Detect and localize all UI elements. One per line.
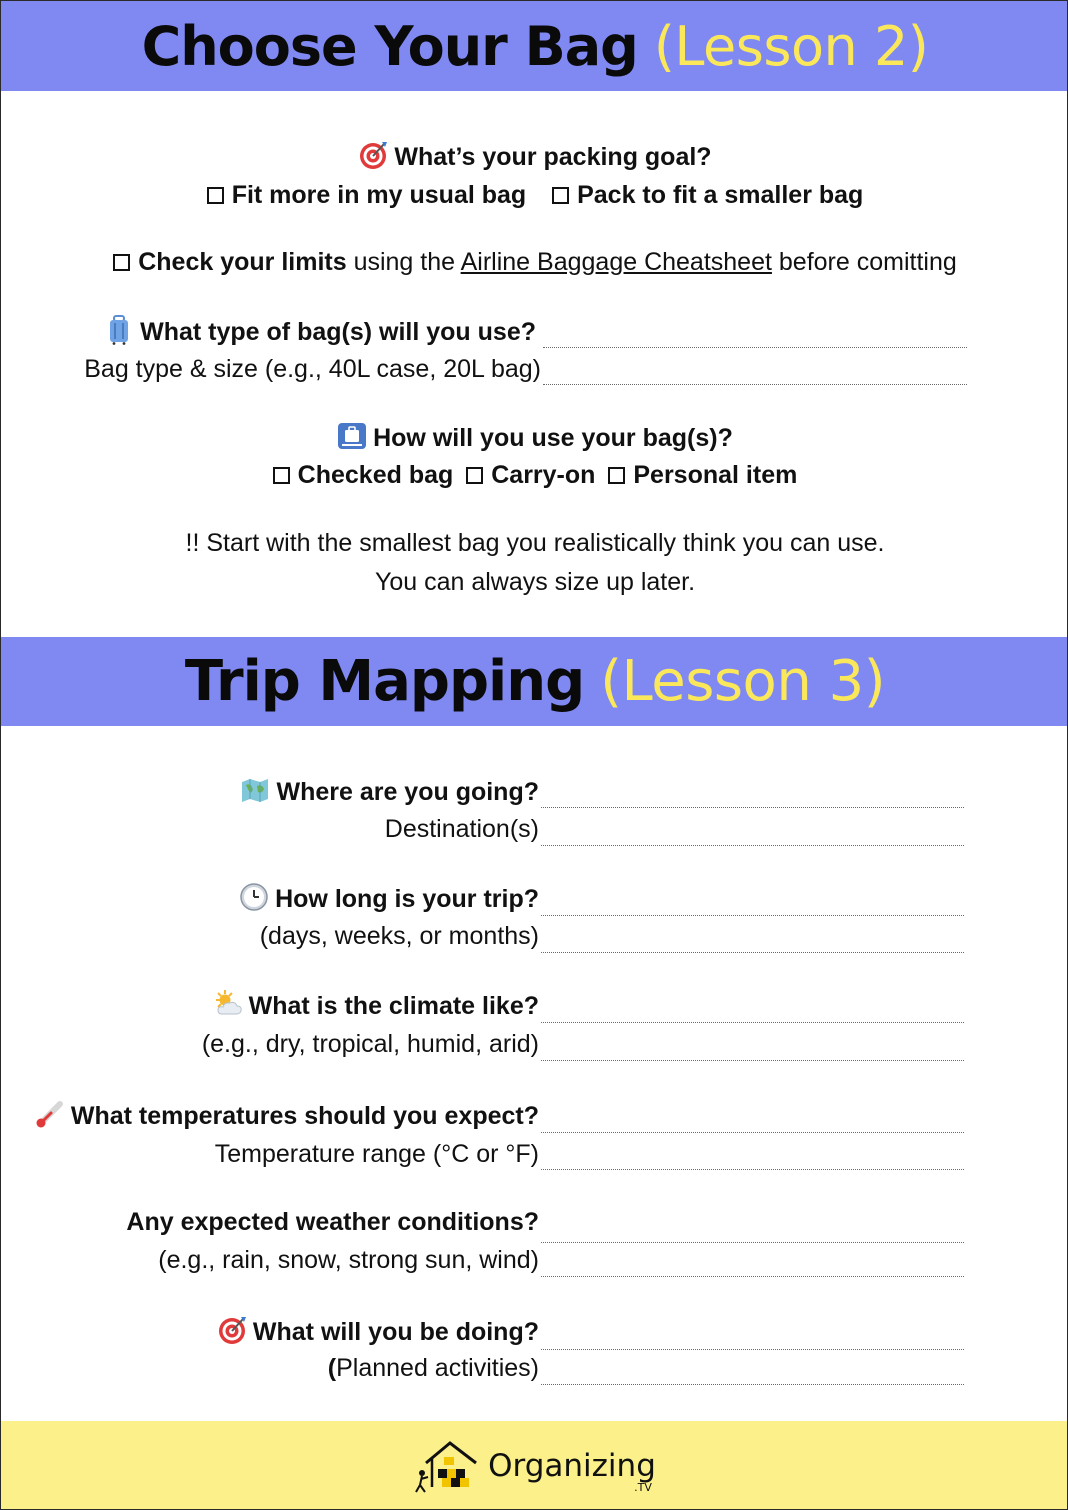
checkbox-checked-bag[interactable]	[273, 467, 290, 484]
house-logo-icon	[414, 1437, 484, 1495]
trip-length-answer-line-2[interactable]	[541, 952, 964, 953]
clock-icon	[239, 882, 269, 912]
logo-suffix: .TV	[634, 1481, 652, 1494]
option-personal-item: Personal item	[633, 461, 798, 489]
activities-answer-line[interactable]	[541, 1349, 964, 1350]
weather-answer-line[interactable]	[541, 1242, 964, 1243]
lesson3-banner	[1, 637, 1068, 726]
destination-answer-line[interactable]	[541, 807, 964, 808]
weather-question-row	[1, 1207, 1068, 1237]
luggage-icon	[104, 315, 134, 345]
checkbox-check-limits[interactable]	[113, 254, 130, 271]
trip-length-answer-line[interactable]	[541, 915, 964, 916]
climate-hint: (e.g., dry, tropical, humid, arid)	[201, 1030, 539, 1058]
temperature-question-row	[1, 1099, 1068, 1129]
lesson2-banner	[1, 1, 1068, 91]
lesson3-label: (Lesson 3)	[600, 649, 886, 714]
goal-option-smaller-bag: Pack to fit a smaller bag	[577, 181, 864, 209]
check-limits-label: Check your limits	[138, 248, 347, 276]
checkbox-carry-on[interactable]	[466, 467, 483, 484]
trip-length-question-row	[1, 882, 1068, 912]
packing-goal-question	[1, 140, 1068, 172]
sun-behind-cloud-icon	[213, 989, 243, 1019]
weather-hint-row	[1, 1245, 1068, 1275]
bag-use-question	[1, 421, 1068, 453]
map-icon	[240, 775, 270, 805]
packing-goal-options	[1, 180, 1068, 210]
lesson2-label: (Lesson 2)	[653, 14, 929, 78]
checkbox-smaller-bag[interactable]	[552, 187, 569, 204]
lesson2-title: Choose Your Bag	[141, 14, 638, 78]
option-carry-on: Carry-on	[491, 461, 596, 489]
check-limits-line	[1, 247, 1068, 277]
destination-hint-row	[1, 814, 1068, 844]
organizing-tv-logo	[414, 1437, 656, 1495]
weather-answer-line-2[interactable]	[541, 1276, 964, 1277]
destination-answer-line-2[interactable]	[541, 845, 964, 846]
temperature-hint: Temperature range (°C or °F)	[214, 1140, 539, 1168]
climate-question-row	[1, 989, 1068, 1019]
goal-question-text: What’s your packing goal?	[394, 143, 712, 171]
bag-type-hint-row	[1, 354, 1068, 384]
destination-question-row	[1, 775, 1068, 805]
thermometer-icon	[35, 1099, 65, 1129]
footer	[1, 1421, 1068, 1510]
activities-question: What will you be doing?	[217, 1315, 539, 1347]
weather-question: Any expected weather conditions?	[126, 1208, 539, 1236]
activities-question-row	[1, 1315, 1068, 1345]
bag-type-answer-line[interactable]	[543, 347, 967, 348]
bag-type-question: What type of bag(s) will you use?	[104, 315, 536, 347]
checkbox-fit-more[interactable]	[207, 187, 224, 204]
tip-line-2: You can always size up later.	[374, 568, 696, 596]
bag-type-hint: Bag type & size (e.g., 40L case, 20L bag)	[84, 355, 541, 383]
destination-question: Where are you going?	[240, 775, 539, 807]
climate-question: What is the climate like?	[213, 989, 539, 1021]
trip-length-hint: (days, weeks, or months)	[259, 922, 539, 950]
target-icon	[358, 140, 388, 170]
baggage-claim-icon	[337, 421, 367, 451]
temperature-hint-row	[1, 1139, 1068, 1169]
target-icon	[217, 1315, 247, 1345]
climate-hint-row	[1, 1029, 1068, 1059]
bag-use-options	[1, 460, 1068, 490]
check-limits-text: using the	[346, 248, 461, 276]
bag-size-answer-line[interactable]	[543, 384, 967, 385]
weather-hint: (e.g., rain, snow, strong sun, wind)	[158, 1246, 539, 1274]
temperature-question: What temperatures should you expect?	[35, 1099, 539, 1131]
trip-length-question: How long is your trip?	[239, 882, 539, 914]
check-limits-suffix: before comitting	[771, 248, 957, 276]
bag-use-question-text: How will you use your bag(s)?	[373, 424, 733, 452]
goal-option-fit-more: Fit more in my usual bag	[231, 181, 527, 209]
tip-line-1: !! Start with the smallest bag you realistically think you can use.	[185, 529, 885, 557]
airline-baggage-cheatsheet-link[interactable]: Airline Baggage Cheatsheet	[460, 248, 772, 276]
temperature-answer-line[interactable]	[541, 1132, 964, 1133]
option-checked-bag: Checked bag	[297, 461, 454, 489]
activities-hint: (Planned activities)	[327, 1354, 539, 1382]
climate-answer-line-2[interactable]	[541, 1060, 964, 1061]
trip-length-hint-row	[1, 921, 1068, 951]
bag-type-question-row	[1, 315, 1068, 345]
temperature-answer-line-2[interactable]	[541, 1169, 964, 1170]
lesson3-title: Trip Mapping	[184, 649, 585, 714]
destination-hint: Destination(s)	[384, 815, 539, 843]
logo-text: Organizing .TV	[488, 1448, 656, 1494]
activities-answer-line-2[interactable]	[541, 1384, 964, 1385]
activities-hint-row	[1, 1353, 1068, 1383]
climate-answer-line[interactable]	[541, 1022, 964, 1023]
checkbox-personal-item[interactable]	[608, 467, 625, 484]
